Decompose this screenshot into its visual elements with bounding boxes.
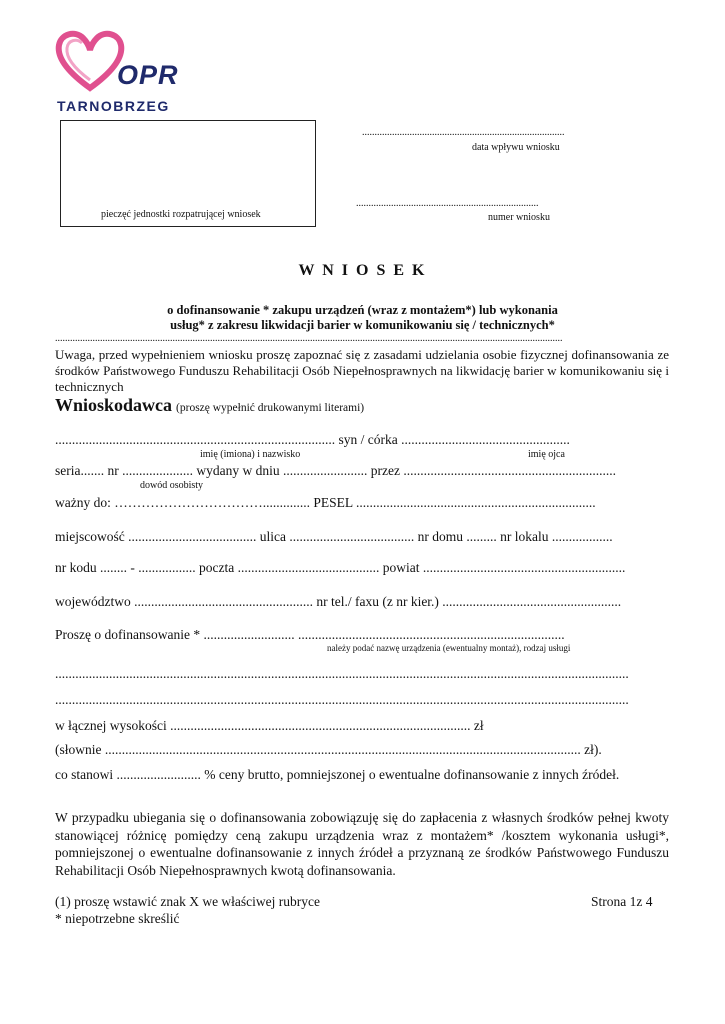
separator: ........................................................................................................................................................................................................... <box>55 333 563 344</box>
field-postal-line[interactable]: nr kodu ........ - ................. poczta .......................................... powiat ............................................................ <box>55 560 626 575</box>
page-title: W N I O S E K <box>298 262 427 279</box>
field-amount-line[interactable]: w łącznej wysokości ......................................................................................... zł <box>55 718 484 733</box>
label-name: imię (imiona) i nazwisko <box>200 449 301 460</box>
field-words-line[interactable]: (słownie ............................................................................................................................................. zł). <box>55 742 602 757</box>
heart-logo-icon <box>55 30 125 92</box>
notice: Uwaga, przed wypełnieniem wniosku proszę zapoznać się z zasadami udzielania osobie fizycznej dofinansowania ze środków Państwowego Funduszu Rehabilitacji Osób Niepełnosprawnych na likwidację barier w komunikowaniu się i technicznych <box>55 347 669 394</box>
applicant-heading-row <box>55 395 364 416</box>
field-region-line[interactable]: województwo ..................................................... nr tel./ faxu (z nr kier.) ..................................................... <box>55 594 622 609</box>
field-valid-pesel-line[interactable]: ważny do: …………………………….............. PESEL ....................................................................... <box>55 495 596 510</box>
logo-word: OPR <box>117 60 179 90</box>
subtitle-line1: o dofinansowanie * zakupu urządzeń (wraz z montażem*) lub wykonania <box>167 303 558 317</box>
stamp-box <box>60 120 316 227</box>
field-request-line[interactable]: Proszę o dofinansowanie * ........................... ............................................................................... <box>55 627 565 642</box>
footnote-2: * niepotrzebne skreślić <box>55 911 180 926</box>
field-address-line[interactable]: miejscowość ...................................... ulica ..................................... nr domu ......... nr lokalu .................. <box>55 529 613 544</box>
applicant-heading: Wnioskodawca <box>55 395 173 415</box>
number-label: numer wniosku <box>488 212 550 223</box>
stamp-label: pieczęć jednostki rozpatrującej wniosek <box>101 209 261 220</box>
field-name-line[interactable]: ................................................................................... syn / córka .................................................. <box>55 432 570 447</box>
logo <box>55 30 180 120</box>
subtitle-line2: usług* z zakresu likwidacji barier w komunikowaniu się / technicznych* <box>170 318 555 332</box>
field-id-line[interactable]: seria....... nr ..................... wydany w dniu ......................... przez ............................................................... <box>55 463 616 478</box>
footnote-1: (1) proszę wstawić znak X we właściwej rubryce <box>55 894 321 909</box>
logo-city: TARNOBRZEG <box>57 98 170 114</box>
field-percent-line[interactable]: co stanowi ......................... % ceny brutto, pomniejszonej o ewentualne dofinansowanie z innych źródeł. <box>55 767 620 782</box>
field-blank-line-2[interactable]: .......................................................................................................................................................................... <box>55 692 629 707</box>
page-number: Strona 1z 4 <box>591 894 653 909</box>
date-label: data wpływu wniosku <box>472 142 560 153</box>
label-id: dowód osobisty <box>140 480 204 491</box>
label-request: należy podać nazwę urządzenia (ewentualny montaż), rodzaj usługi <box>327 643 571 653</box>
obligation-paragraph: W przypadku ubiegania się o dofinansowania zobowiązuję się do zapłacenia z własnych środków pełnej kwoty stanowiącej różnicę pomiędzy ceną zakupu urządzenia wraz z montażem* /kosztem wykonania usługi*, pomniejszonej o ewentualne dofinansowanie z innych źródeł a przyznaną ze środków Państwowego Funduszu Rehabilitacji Osób Niepełnosprawnych kwotą dofinansowania. <box>55 810 669 878</box>
field-blank-line-1[interactable]: .......................................................................................................................................................................... <box>55 666 629 681</box>
label-father: imię ojca <box>528 449 565 460</box>
applicant-hint: (proszę wypełnić drukowanymi literami) <box>176 402 365 414</box>
date-dots: ................................................................................. <box>362 127 565 138</box>
number-dots: ......................................................................... <box>356 198 539 209</box>
